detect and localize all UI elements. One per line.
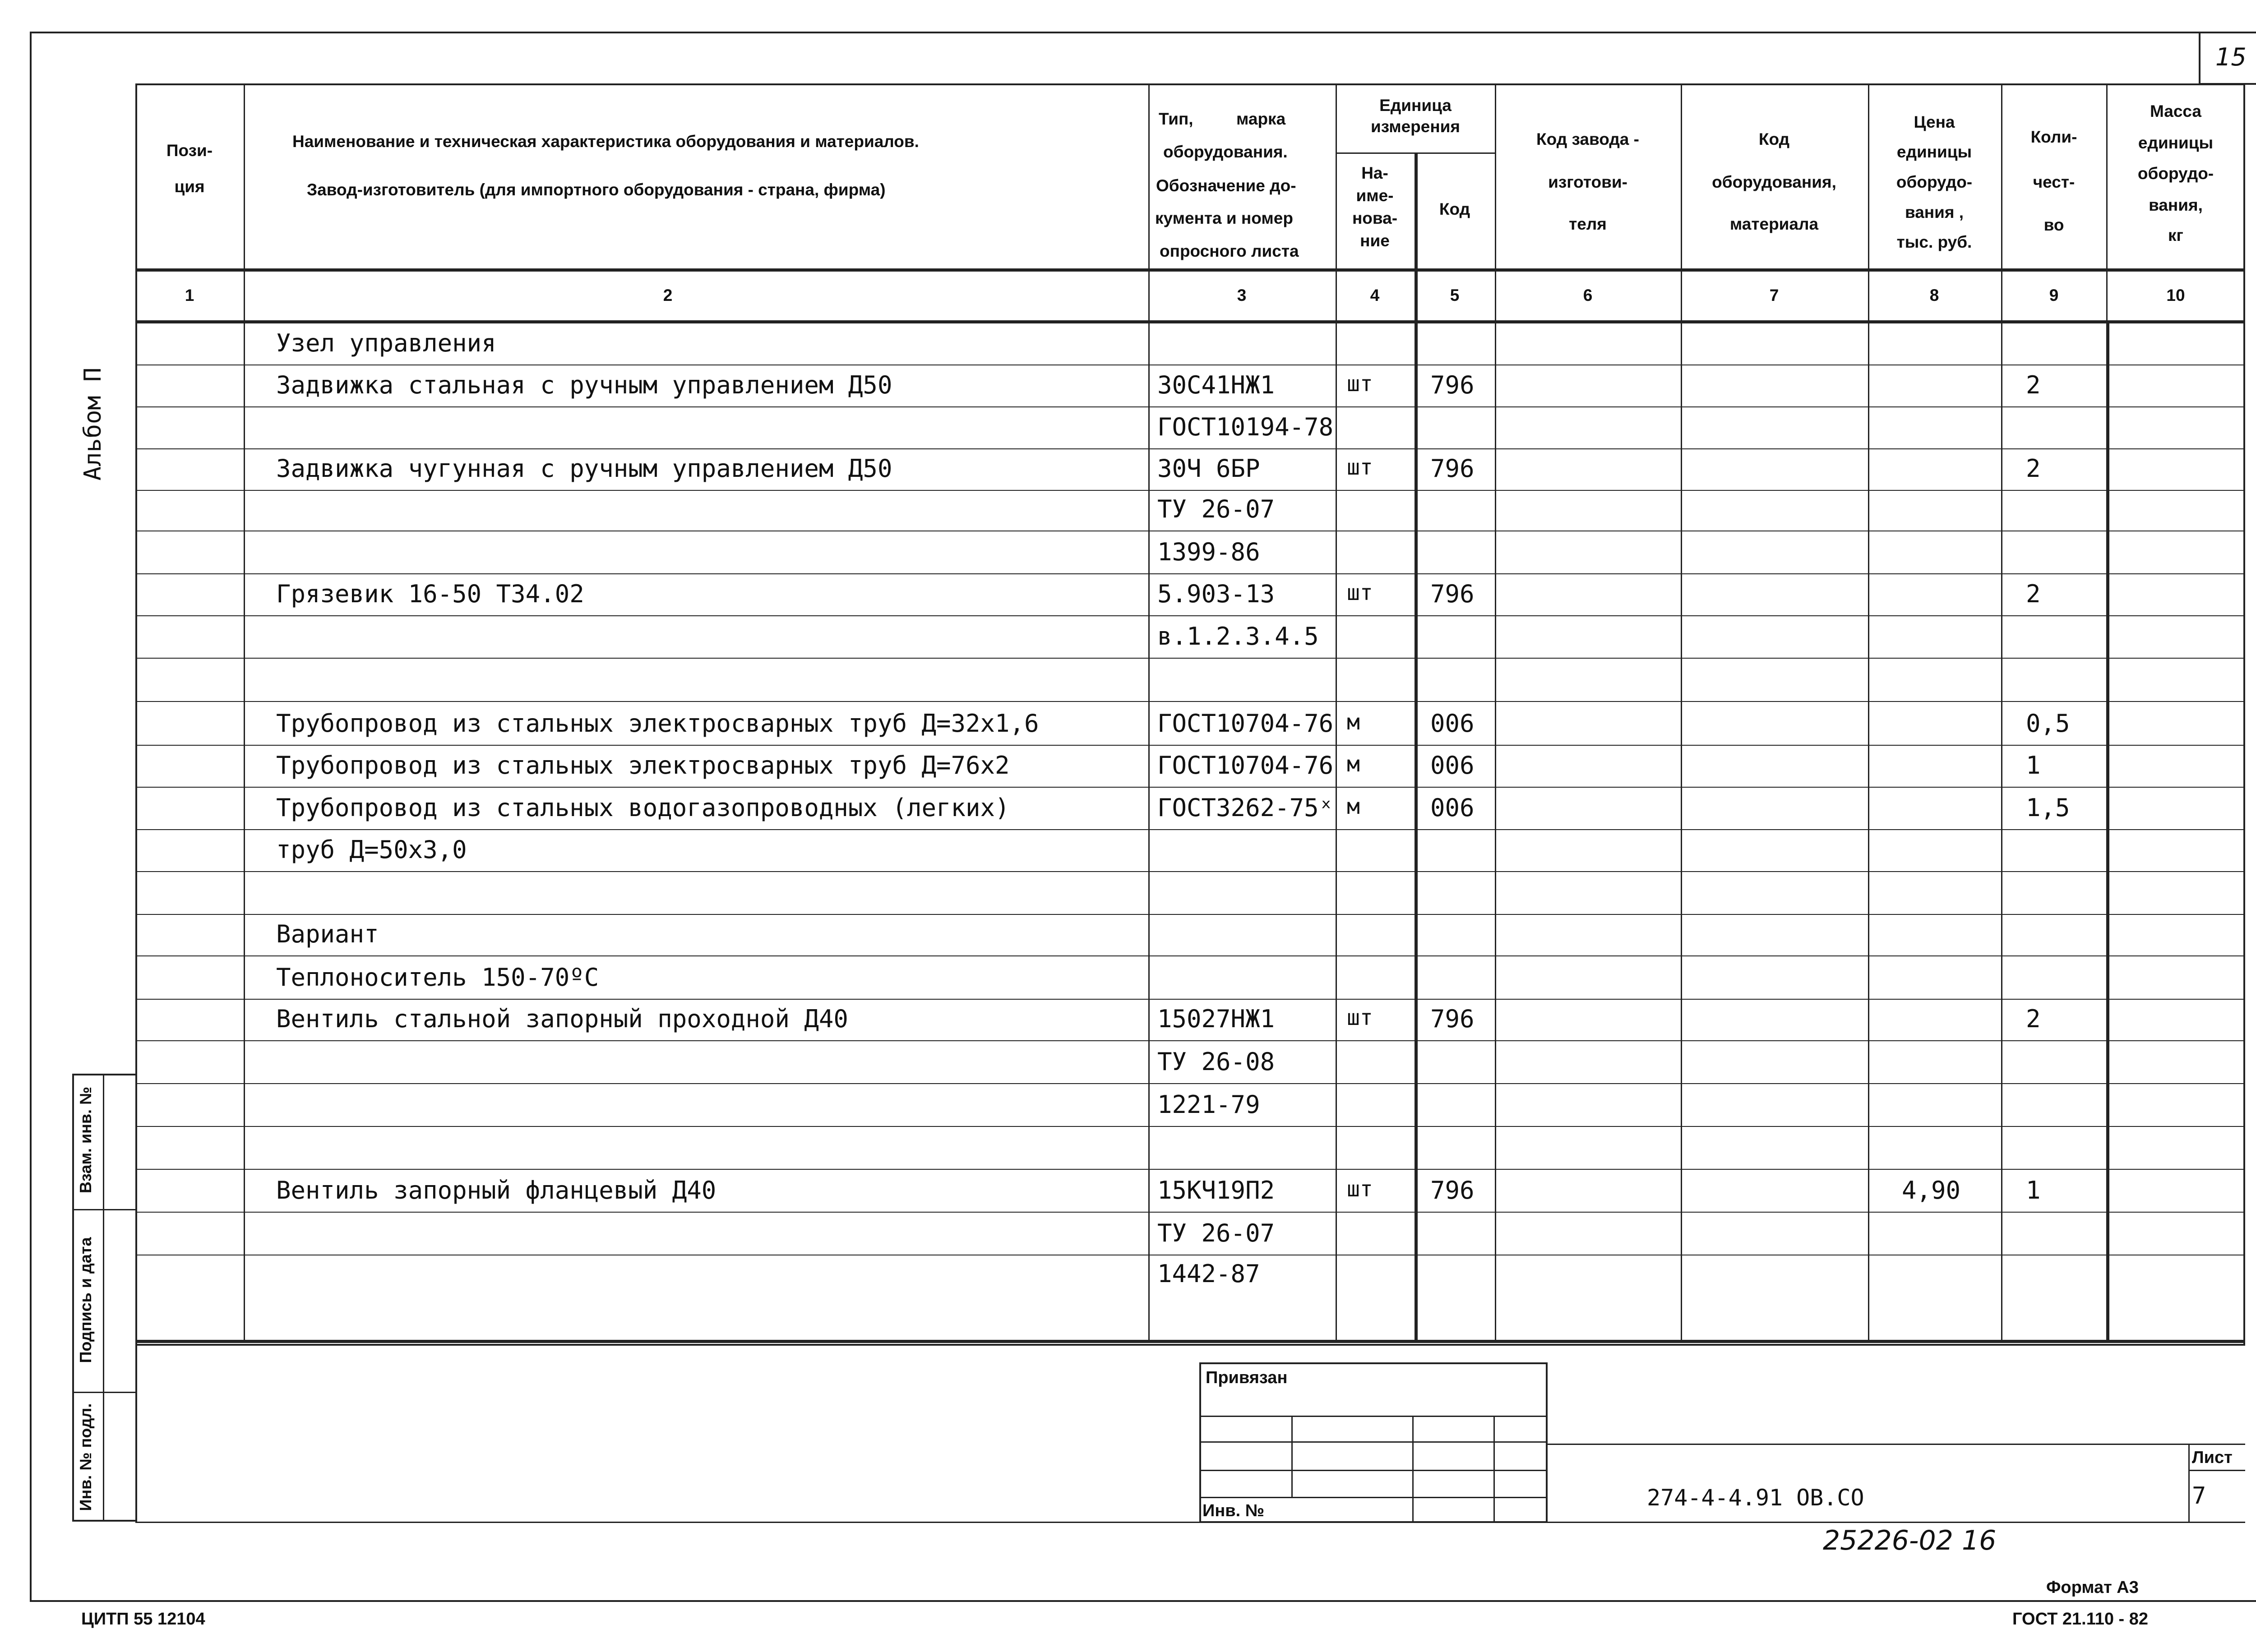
col-line-3 <box>1336 83 1337 1341</box>
row-name: Узел управления <box>276 329 496 357</box>
col-line-2 <box>1148 83 1150 1341</box>
footer-right: ГОСТ 21.110 - 82 <box>2012 1610 2149 1629</box>
privyazan-label: Привязан <box>1206 1368 1288 1387</box>
list-label: Лист <box>2192 1448 2233 1467</box>
header-col8-l2: единицы <box>1896 143 1972 161</box>
colnum-6: 6 <box>1583 286 1593 305</box>
row-line <box>135 1212 2245 1213</box>
title-block-top <box>135 1522 2245 1523</box>
header-bottom-line <box>135 268 2245 272</box>
row-line <box>135 448 2245 449</box>
sheet-corner-number: 15 <box>2215 43 2247 71</box>
album-label: Альбом П <box>79 367 106 481</box>
row-qty: 1 <box>2026 1176 2041 1204</box>
row-line <box>135 615 2245 616</box>
row-qty: 0,5 <box>2026 709 2070 738</box>
header-col8-l5: тыс. руб. <box>1896 233 1972 251</box>
privyazan-vline-3 <box>1493 1416 1495 1522</box>
header-col1-l2: ция <box>174 177 205 196</box>
row-price: 4,90 <box>1902 1176 1961 1204</box>
row-code: 796 <box>1430 371 1475 399</box>
header-col1-l1: Пози- <box>166 141 213 160</box>
header-col4-l3: нова- <box>1352 209 1398 227</box>
header-col6-l3: теля <box>1569 215 1607 233</box>
row-type: в.1.2.3.4.5 <box>1157 622 1319 651</box>
row-line <box>135 406 2245 407</box>
colnum-2: 2 <box>663 286 673 305</box>
row-unit: шт <box>1347 371 1373 397</box>
row-type: ТУ 26-07 <box>1157 495 1275 523</box>
side-stamp-podpis: Подпись и дата <box>76 1237 95 1363</box>
header-col5: Код <box>1439 200 1470 218</box>
header-col6-l1: Код завода - <box>1536 130 1639 148</box>
row-name: Трубопровод из стальных электросварных труб Д=32х1,6 <box>276 709 1039 738</box>
row-code: 006 <box>1430 794 1475 822</box>
header-col2-l1: Наименование и техническая характеристика оборудования и материалов. <box>292 132 919 151</box>
row-name: Трубопровод из стальных водогазопроводных (легких) <box>276 794 1010 822</box>
row-name: труб Д=50х3,0 <box>276 835 467 864</box>
privyazan-vline-1 <box>1291 1416 1293 1497</box>
row-type: 30Ч 6БР <box>1157 454 1260 483</box>
header-col10-l1: Масса <box>2150 102 2202 120</box>
header-col8-l4: вания , <box>1905 203 1964 221</box>
col-line-1 <box>244 83 245 1341</box>
col-line-8 <box>2001 83 2002 1341</box>
list-box-mid <box>2188 1470 2245 1471</box>
row-type: ГОСТ10194-78 <box>1157 413 1334 441</box>
row-code: 796 <box>1430 1176 1475 1204</box>
row-line <box>135 829 2245 830</box>
header-col4-l4: ние <box>1360 231 1390 250</box>
row-qty: 1,5 <box>2026 794 2070 822</box>
privyazan-line-3 <box>1199 1470 1548 1471</box>
row-qty: 2 <box>2026 1005 2041 1033</box>
row-line <box>135 1083 2245 1084</box>
header-col3-l3: оборудования. <box>1163 143 1288 161</box>
header-col2-l2: Завод-изготовитель (для импортного оборудования - страна, фирма) <box>307 180 886 199</box>
row-type: ТУ 26-08 <box>1157 1047 1275 1076</box>
row-name: Грязевик 16-50 Т34.02 <box>276 580 584 608</box>
row-unit: шт <box>1347 1005 1373 1030</box>
row-name: Трубопровод из стальных электросварных труб Д=76х2 <box>276 751 1010 780</box>
side-stamp-divider <box>103 1074 104 1522</box>
row-line <box>135 701 2245 702</box>
row-type: 1221-79 <box>1157 1090 1260 1119</box>
row-line <box>135 999 2245 1000</box>
col-line-7 <box>1868 83 1869 1341</box>
header-col3-l4: Обозначение до- <box>1156 176 1296 195</box>
header-col4-l1: На- <box>1361 164 1388 182</box>
row-qty: 2 <box>2026 454 2041 483</box>
colnum-9: 9 <box>2049 286 2059 305</box>
row-code: 796 <box>1430 454 1475 483</box>
footer-left: ЦИТП 55 12104 <box>81 1610 205 1629</box>
row-line <box>135 490 2245 491</box>
row-type: ТУ 26-07 <box>1157 1219 1275 1247</box>
row-name: Задвижка стальная с ручным управлением Д50 <box>276 371 892 399</box>
handwritten-number: 25226-02 16 <box>1823 1525 1997 1556</box>
header-col8-l3: оборудо- <box>1896 173 1973 191</box>
row-type: ГОСТ3262-75ˣ <box>1157 794 1334 822</box>
row-type: 1442-87 <box>1157 1260 1260 1288</box>
header-col10-l2: единицы <box>2138 134 2214 152</box>
colnum-4: 4 <box>1370 286 1380 305</box>
row-type: 5.903-13 <box>1157 580 1275 608</box>
row-type: 15027НЖ1 <box>1157 1005 1275 1033</box>
header-col3-l1: Тип, <box>1159 110 1193 128</box>
header-col4-l2: име- <box>1356 186 1394 205</box>
row-line <box>135 658 2245 659</box>
privyazan-vline-2 <box>1412 1416 1414 1522</box>
colnum-8: 8 <box>1929 286 1939 305</box>
row-unit: шт <box>1347 1177 1373 1202</box>
row-line <box>135 914 2245 915</box>
doc-code-top <box>1548 1444 2245 1445</box>
row-qty: 1 <box>2026 751 2041 780</box>
row-name: Вентиль стальной запорный проходной Д40 <box>276 1005 848 1033</box>
header-col10-l3: оборудо- <box>2137 164 2214 183</box>
privyazan-line-4 <box>1199 1497 1548 1498</box>
col-line-9 <box>2106 320 2109 1341</box>
header-unit-group-l2: измерения <box>1370 117 1461 136</box>
header-col10-l4: вания, <box>2149 196 2203 214</box>
colnum-10: 10 <box>2166 286 2185 305</box>
list-box-left <box>2188 1444 2190 1522</box>
row-name: Задвижка чугунная с ручным управлением Д50 <box>276 454 892 483</box>
inv-no-label: Инв. № <box>1202 1501 1265 1520</box>
header-col7-l3: материала <box>1729 215 1819 233</box>
header-col9-l1: Коли- <box>2030 128 2077 146</box>
row-type: 30С41НЖ1 <box>1157 371 1275 399</box>
doc-code: 274-4-4.91 ОВ.СО <box>1647 1485 1864 1511</box>
row-qty: 2 <box>2026 371 2041 399</box>
rows-bottom-line <box>135 1340 2245 1343</box>
row-name: Вариант <box>276 920 379 948</box>
col5-left-thick <box>1415 320 1418 1341</box>
header-unit-group-l1: Единица <box>1379 96 1452 115</box>
side-stamp-line-1 <box>72 1209 137 1210</box>
row-line <box>135 955 2245 956</box>
header-col8-l1: Цена <box>1914 113 1955 131</box>
row-name: Теплоноситель 150-70ºС <box>276 963 599 992</box>
row-line <box>135 787 2245 788</box>
header-col9-l2: чест- <box>2033 173 2075 191</box>
row-unit: м <box>1347 794 1360 819</box>
data-bold-top <box>1415 320 2109 323</box>
row-unit: шт <box>1347 455 1373 480</box>
row-unit: м <box>1347 752 1360 777</box>
row-code: 006 <box>1430 751 1475 780</box>
row-qty: 2 <box>2026 580 2041 608</box>
privyazan-line-2 <box>1199 1441 1548 1443</box>
colnum-7: 7 <box>1769 286 1779 305</box>
col-line-9b <box>2106 83 2108 320</box>
row-line <box>135 871 2245 872</box>
row-line <box>135 745 2245 746</box>
header-col7-l1: Код <box>1758 130 1790 148</box>
row-unit: шт <box>1347 580 1373 605</box>
row-unit: м <box>1347 710 1360 735</box>
row-line <box>135 1040 2245 1041</box>
col-line-5 <box>1495 83 1496 1341</box>
list-number: 7 <box>2192 1482 2206 1509</box>
row-line <box>135 573 2245 574</box>
col-line-6 <box>1681 83 1682 1341</box>
row-line <box>135 1126 2245 1127</box>
privyazan-line-1 <box>1199 1416 1548 1417</box>
colnum-3: 3 <box>1237 286 1247 305</box>
side-stamp-inv: Инв. № подл. <box>76 1403 95 1511</box>
colnum-1: 1 <box>185 286 194 305</box>
header-col3-l6: опросного листа <box>1160 242 1299 260</box>
header-col3-l2: марка <box>1236 110 1286 128</box>
row-type: ГОСТ10704-76 <box>1157 709 1334 738</box>
row-name: Вентиль запорный фланцевый Д40 <box>276 1176 717 1204</box>
row-type: 1399-86 <box>1157 538 1260 566</box>
colnum-5: 5 <box>1450 286 1460 305</box>
row-code: 796 <box>1430 1005 1475 1033</box>
row-code: 006 <box>1430 709 1475 738</box>
format-label: Формат А3 <box>2046 1578 2139 1597</box>
row-type: ГОСТ10704-76 <box>1157 751 1334 780</box>
row-line <box>135 1169 2245 1170</box>
row-type: 15КЧ19П2 <box>1157 1176 1275 1204</box>
header-col6-l2: изготови- <box>1548 173 1627 191</box>
header-col9-l3: во <box>2043 216 2064 234</box>
row-code: 796 <box>1430 580 1475 608</box>
header-col3-l5: кумента и номер <box>1155 209 1293 227</box>
header-col7-l2: оборудования, <box>1712 173 1836 191</box>
side-stamp-vzam: Взам. инв. № <box>76 1086 95 1194</box>
header-col10-l5: кг <box>2168 226 2183 245</box>
